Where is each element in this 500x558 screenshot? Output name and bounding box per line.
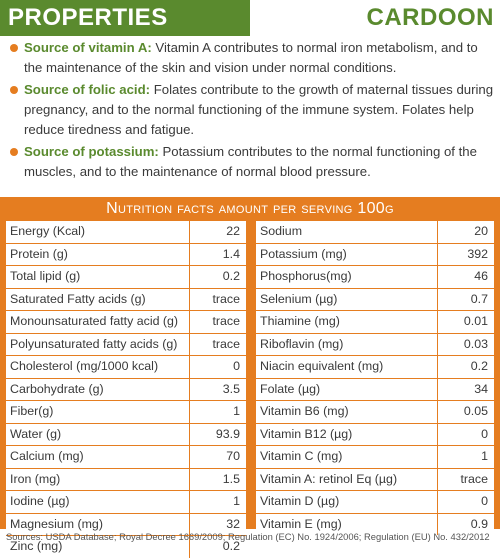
property-item-vitamin-a — [8, 38, 494, 78]
nutrient-value: 0.2 — [470, 359, 488, 373]
nutrient-name: Phosphorus(mg) — [260, 269, 352, 283]
nutrient-value: 0.05 — [463, 404, 488, 418]
bullet-icon — [10, 86, 18, 94]
column-divider — [189, 379, 190, 401]
column-divider — [437, 334, 438, 356]
nutrient-name: Saturated Fatty acids (g) — [10, 291, 146, 306]
column-divider — [189, 266, 190, 288]
nutrient-value: 0.7 — [470, 291, 488, 306]
nutrient-value: 3.5 — [222, 381, 240, 396]
nutrient-name: Iron (mg) — [10, 471, 61, 486]
nutrient-name: Niacin equivalent (mg) — [260, 359, 384, 373]
column-divider — [437, 446, 438, 468]
property-item-potassium — [8, 142, 494, 182]
column-divider — [437, 424, 438, 446]
nutrient-name: Zinc (mg) — [10, 539, 63, 553]
nutrient-value: 0.01 — [463, 314, 488, 328]
nutrient-value: trace — [212, 291, 240, 306]
column-divider — [437, 379, 438, 401]
property-item-folic-acid — [8, 80, 494, 140]
nutrient-name: Monounsaturated fatty acid (g) — [10, 314, 179, 328]
nutrient-value: 22 — [226, 224, 240, 238]
nutrient-name: Sodium — [260, 224, 303, 238]
nutrient-row — [6, 491, 246, 514]
column-divider — [437, 469, 438, 491]
nutrient-name: Protein (g) — [10, 246, 68, 261]
nutrient-row — [6, 356, 246, 379]
nutrient-value: trace — [212, 336, 240, 351]
nutrient-row — [256, 446, 494, 469]
nutrient-name: Vitamin B6 (mg) — [260, 404, 349, 418]
column-divider — [437, 356, 438, 378]
nutrient-name: Thiamine (mg) — [260, 314, 340, 328]
properties-list — [8, 38, 494, 184]
nutrition-facts-title: Nutrition facts amount per serving 100g — [0, 197, 500, 221]
nutrient-name: Vitamin B12 (µg) — [260, 426, 353, 441]
column-divider — [437, 401, 438, 423]
nutrient-name: Vitamin A: retinol Eq (µg) — [260, 471, 398, 486]
nutrient-value: trace — [212, 314, 240, 328]
sources-note: Sources: USDA Database; Royal Decree 1669/2009; Regulation (EC) No. 1924/2006; Regulation (EU) No. 432/2012 — [6, 531, 490, 542]
property-text: Potassium contributes to the normal functioning of the muscles, and to the maintenance of normal blood pressure. — [24, 144, 477, 179]
nutrient-row — [6, 334, 246, 357]
column-divider — [437, 311, 438, 333]
nutrient-row — [6, 289, 246, 312]
bullet-icon — [10, 44, 18, 52]
nutrient-value: 1.5 — [222, 471, 240, 486]
nutrient-name: Calcium (mg) — [10, 449, 84, 463]
nutrient-row — [6, 244, 246, 267]
nutrient-row — [256, 244, 494, 267]
nutrient-name: Total lipid (g) — [10, 269, 81, 283]
column-divider — [189, 424, 190, 446]
nutrient-row — [256, 469, 494, 492]
column-divider — [189, 289, 190, 311]
nutrient-row — [6, 221, 246, 244]
nutrition-column-right — [256, 221, 494, 535]
property-lead: Source of vitamin A: — [24, 40, 152, 55]
properties-banner — [0, 0, 250, 36]
nutrient-value: 0 — [481, 426, 488, 441]
nutrient-name: Fiber(g) — [10, 404, 54, 418]
column-divider — [437, 221, 438, 243]
nutrient-value: 32 — [226, 516, 240, 531]
nutrient-value: 1 — [233, 494, 240, 508]
property-lead: Source of potassium: — [24, 144, 159, 159]
nutrient-row — [6, 424, 246, 447]
nutrient-value: 1 — [481, 449, 488, 463]
nutrient-name: Vitamin C (mg) — [260, 449, 343, 463]
nutrient-value: 392 — [467, 246, 488, 261]
nutrient-value: 0 — [233, 359, 240, 373]
nutrient-row — [256, 491, 494, 514]
column-divider — [189, 401, 190, 423]
product-name: CARDOON — [366, 4, 494, 31]
nutrient-row — [256, 379, 494, 402]
nutrient-row — [256, 334, 494, 357]
nutrient-value: 1.4 — [222, 246, 240, 261]
nutrient-row — [6, 469, 246, 492]
nutrient-row — [256, 424, 494, 447]
nutrient-value: 0.2 — [222, 539, 240, 553]
column-divider — [437, 491, 438, 513]
column-divider — [189, 356, 190, 378]
nutrient-row — [256, 311, 494, 334]
column-divider — [437, 289, 438, 311]
nutrient-name: Iodine (µg) — [10, 494, 70, 508]
column-divider — [189, 469, 190, 491]
nutrition-column-left — [6, 221, 246, 558]
nutrient-name: Riboflavin (mg) — [260, 336, 344, 351]
nutrient-name: Folate (µg) — [260, 381, 321, 396]
nutrient-row — [6, 379, 246, 402]
page-title: PROPERTIES — [8, 4, 168, 31]
nutrient-name: Carbohydrate (g) — [10, 381, 104, 396]
nutrient-value: 0 — [481, 494, 488, 508]
nutrient-row — [6, 311, 246, 334]
nutrient-row — [256, 401, 494, 424]
nutrient-name: Magnesium (mg) — [10, 516, 103, 531]
nutrient-row — [6, 446, 246, 469]
header — [0, 0, 500, 36]
nutrient-name: Cholesterol (mg/1000 kcal) — [10, 359, 159, 373]
property-text: Vitamin A contributes to normal iron metabolism, and to the maintenance of the skin and vision under normal conditions. — [24, 40, 478, 75]
nutrient-name: Selenium (µg) — [260, 291, 338, 306]
nutrient-value: 0.9 — [470, 516, 488, 531]
column-divider — [437, 266, 438, 288]
property-lead: Source of folic acid: — [24, 82, 151, 97]
bullet-icon — [10, 148, 18, 156]
nutrient-name: Potassium (mg) — [260, 246, 347, 261]
nutrient-value: 34 — [474, 381, 488, 396]
nutrient-row — [256, 356, 494, 379]
nutrient-value: 46 — [474, 269, 488, 283]
nutrient-value: 0.2 — [222, 269, 240, 283]
column-divider — [189, 446, 190, 468]
nutrient-name: Vitamin D (µg) — [260, 494, 340, 508]
nutrient-row — [6, 401, 246, 424]
nutrient-row — [256, 289, 494, 312]
nutrient-name: Water (g) — [10, 426, 62, 441]
nutrient-value: 20 — [474, 224, 488, 238]
column-divider — [189, 221, 190, 243]
nutrient-value: trace — [460, 471, 488, 486]
property-text: Folates contribute to the growth of maternal tissues during pregnancy, and to the normal functioning of the immune system. Folates help reduce tiredness and fatigue. — [24, 82, 494, 137]
nutrient-value: 70 — [226, 449, 240, 463]
nutrient-name: Vitamin E (mg) — [260, 516, 342, 531]
column-divider — [189, 244, 190, 266]
column-divider — [437, 244, 438, 266]
column-divider — [189, 311, 190, 333]
nutrient-name: Polyunsaturated fatty acids (g) — [10, 336, 178, 351]
nutrient-value: 0.03 — [463, 336, 488, 351]
nutrient-row — [256, 221, 494, 244]
column-divider — [189, 491, 190, 513]
nutrient-row — [6, 266, 246, 289]
nutrient-value: 1 — [233, 404, 240, 418]
nutrient-name: Energy (Kcal) — [10, 224, 86, 238]
nutrient-value: 93.9 — [215, 426, 240, 441]
nutrient-row — [256, 266, 494, 289]
column-divider — [189, 334, 190, 356]
